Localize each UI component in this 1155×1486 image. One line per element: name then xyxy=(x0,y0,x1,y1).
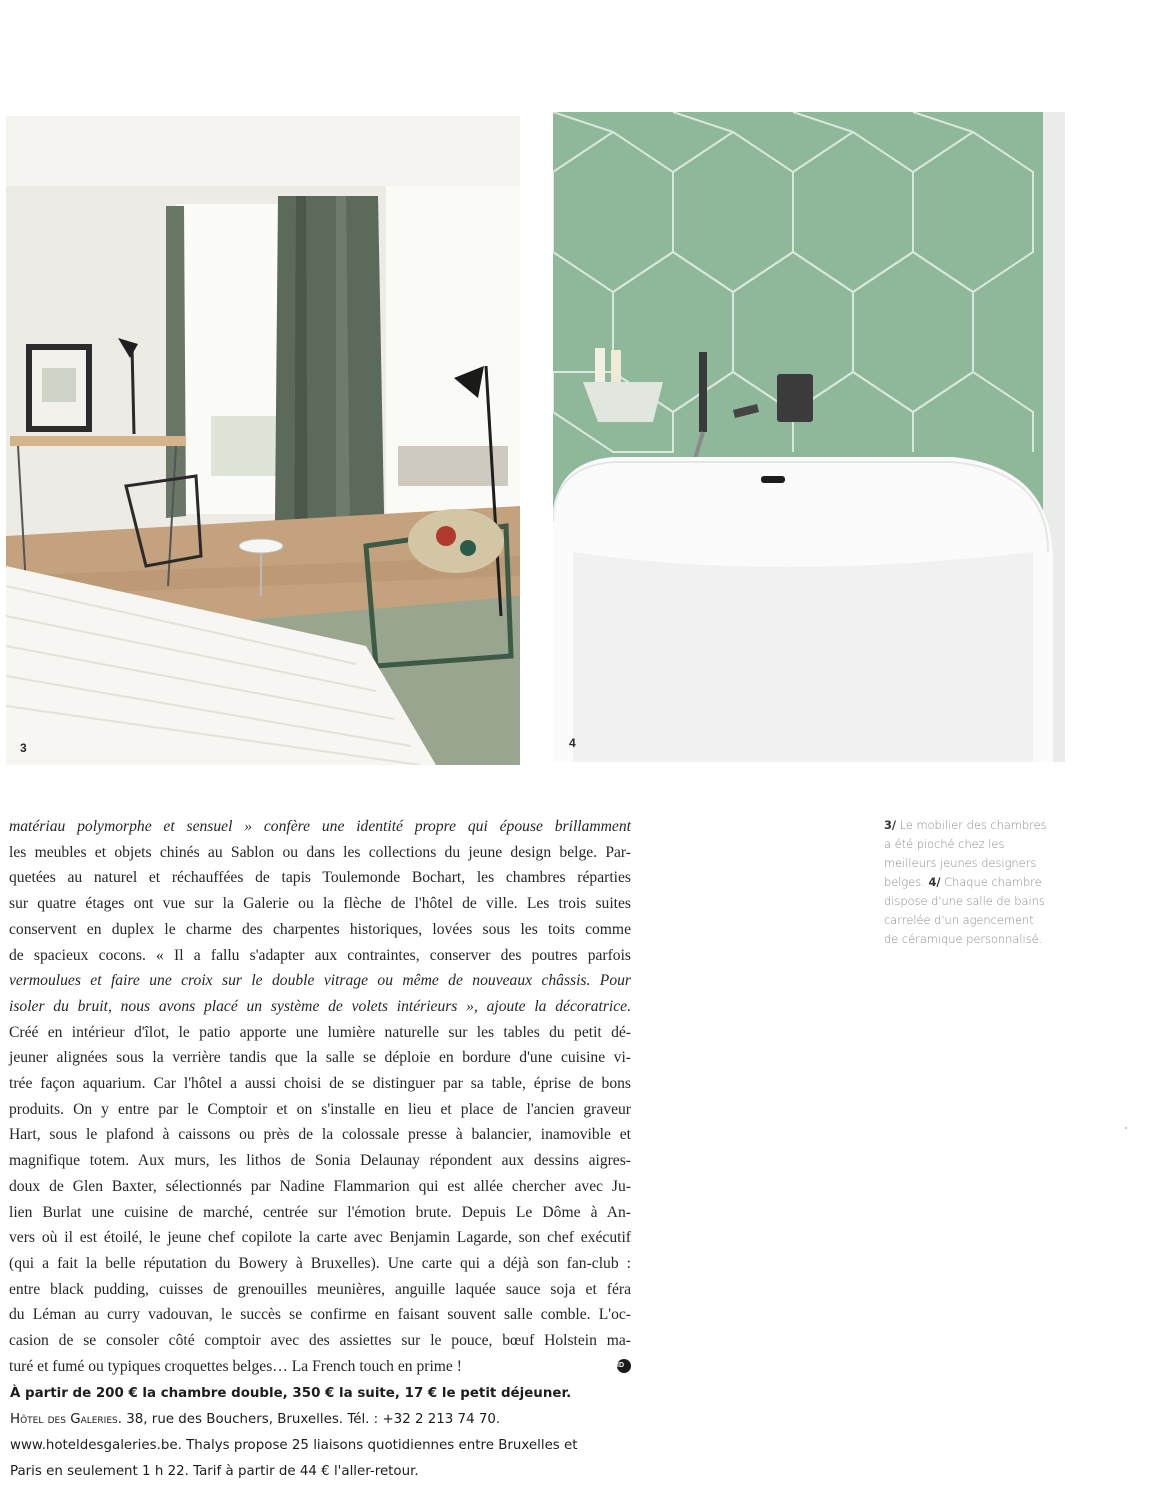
article-line: lien Burlat une cuisine de marché, centrée sur l'émotion brute. Depuis Le Dôme à An- xyxy=(9,1203,631,1221)
caption-line: a été pioché chez les xyxy=(884,837,1005,851)
caption-line: belges. 4/ Chaque chambre xyxy=(884,875,1042,889)
article-line: du Léman au curry vadouvan, le succès se confirme en faisant souvent salle comble. L'oc- xyxy=(9,1306,631,1324)
caption-line: 3/ Le mobilier des chambres xyxy=(884,818,1047,832)
article-line: sur quatre étages ont vue sur la Galerie ou la flèche de l'hôtel de ville. Les trois suites xyxy=(9,895,631,913)
thalys-line: Paris en seulement 1 h 22. Tarif à partir de 44 € l'aller-retour. xyxy=(10,1464,419,1479)
caption-line: carrelée d'un agencement xyxy=(884,913,1034,927)
bedroom-photo xyxy=(6,116,520,765)
article-line: entre black pudding, cuisses de grenouilles meunières, anguille laquée sauce soja et féra xyxy=(9,1280,631,1298)
bedroom-illustration xyxy=(6,116,520,765)
bathroom-illustration xyxy=(553,112,1065,762)
article-line: casion de se consoler côté comptoir avec des assiettes sur le pouce, bœuf Holstein ma- xyxy=(9,1332,631,1350)
article-line: doux de Glen Baxter, sélectionnés par Nadine Flammarion qui est allée chercher avec Ju- xyxy=(9,1177,631,1195)
price-line: À partir de 200 € la chambre double, 350 € la suite, 17 € le petit déjeuner. xyxy=(10,1386,572,1401)
article-line: jeuner alignées sous la verrière tandis que la salle se déploie en bordure d'une cuisine vi- xyxy=(9,1049,631,1067)
article-line: vers où il est étoilé, le jeune chef copilote la carte avec Benjamin Lagarde, son chef exécutif xyxy=(9,1229,631,1247)
article-line: Hart, sous le plafond à caissons ou près de la colossale presse à balancier, inamovible et xyxy=(9,1126,631,1144)
article-line: quetées au naturel et réchauffées de tapis Toulemonde Bochart, les chambres réparties xyxy=(9,869,631,887)
end-mark-logo: ID xyxy=(617,1359,631,1373)
article-line: (qui a fait la belle réputation du Bowery à Bruxelles). Une carte qui a déjà son fan-club : xyxy=(9,1254,631,1272)
article-line: matériau polymorphe et sensuel » confère une identité propre qui épouse brillamment xyxy=(9,818,631,835)
practical-info xyxy=(10,1381,610,1485)
article-body xyxy=(9,814,631,1379)
article-line: Créé en intérieur d'îlot, le patio apporte une lumière naturelle sur les tables du petit dé- xyxy=(9,1023,631,1041)
bathroom-photo xyxy=(553,112,1065,762)
photo-number-4: 4 xyxy=(569,736,576,750)
address-line: Hôtel des Galeries. 38, rue des Bouchers, Bruxelles. Tél. : +32 2 213 74 70. xyxy=(10,1412,501,1427)
article-line: isoler du bruit, nous avons placé un système de volets intérieurs », ajoute la décoratrice. xyxy=(9,997,631,1015)
article-line: de spacieux cocons. « Il a fallu s'adapter aux contraintes, conserver des poutres parfois xyxy=(9,946,631,964)
article-line: magnifique totem. Aux murs, les lithos de Sonia Delaunay répondent aux dessins aigres- xyxy=(9,1152,631,1170)
photo-caption xyxy=(884,816,1074,949)
article-line: vermoulues et faire une croix sur le double vitrage ou même de nouveaux châssis. Pour xyxy=(9,972,631,990)
caption-line: dispose d'une salle de bains xyxy=(884,894,1045,908)
article-line: conservent en duplex le charme des charpentes historiques, lovées sous les toits comme xyxy=(9,920,631,938)
article-line: les meubles et objets chinés au Sablon ou dans les collections du jeune design belge. Par- xyxy=(9,843,631,861)
hotel-name: Hôtel des Galeries. xyxy=(10,1412,122,1427)
article-line: trée façon aquarium. Car l'hôtel a aussi choisi de se distinguer par sa table, éprise de bons xyxy=(9,1075,631,1093)
caption-line: meilleurs jeunes designers xyxy=(884,856,1037,870)
caption-line: de céramique personnalisé. xyxy=(884,932,1043,946)
print-speck xyxy=(1125,1127,1127,1129)
article-line-final: turé et fumé ou typiques croquettes belges… La French touch en prime ! ID xyxy=(9,1354,631,1380)
website-line: www.hoteldesgaleries.be. Thalys propose 25 liaisons quotidiennes entre Bruxelles et xyxy=(10,1438,578,1453)
photo-number-3: 3 xyxy=(20,741,27,755)
article-line: produits. On y entre par le Comptoir et on s'installe en lieu et place de l'ancien graveur xyxy=(9,1100,631,1118)
